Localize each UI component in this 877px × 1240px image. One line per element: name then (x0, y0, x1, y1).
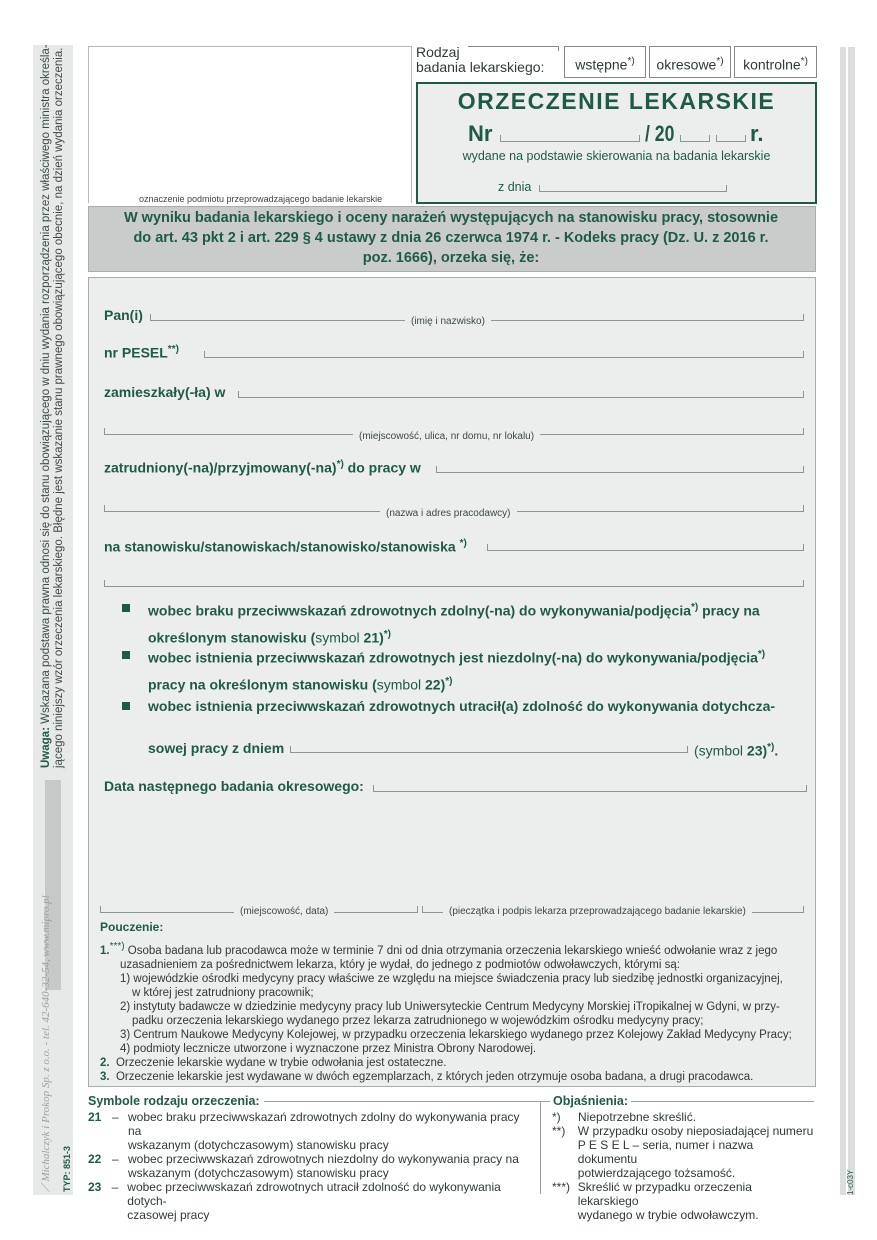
symbol-item-21 (88, 1110, 536, 1152)
footnote-mark: *) (445, 675, 453, 687)
explanation-item-3 (552, 1180, 814, 1222)
form-code: 1-c03Y (846, 1169, 855, 1195)
residence-field[interactable] (238, 391, 804, 398)
symbol-word: symbol (315, 629, 360, 646)
exam-type-okresowe[interactable] (649, 46, 731, 78)
decision-checkbox-23[interactable] (122, 702, 130, 710)
employed-suffix: do pracy w (343, 459, 421, 476)
year-prefix: / 20 (645, 121, 675, 146)
pesel-text: nr PESEL (104, 344, 168, 361)
explanation-2-line2: P E S E L – seria, numer i nazwa dokumentu (577, 1138, 754, 1166)
decision-23-line2: sowej pracy z dniem (148, 740, 285, 756)
decision-checkbox-21[interactable] (122, 604, 130, 612)
legal-basis-line1: W wyniku badania lekarskiego i oceny narażeń występujących na stanowisku pracy, stosownie (123, 210, 779, 226)
instruction-3-text: Orzeczenie lekarskie jest wydawane w dwóch egzemplarzach, z których jeden otrzymuje osoba badana, a drugi pracodawca. (115, 1070, 754, 1083)
exam-type-kontrolne[interactable] (734, 46, 817, 78)
symbol-word: symbol (376, 676, 422, 693)
year-suffix: r. (750, 121, 764, 146)
explanation-item-1 (552, 1110, 814, 1124)
nr-label: Nr (468, 121, 493, 146)
explanation-3-line2: wydanego w trybie odwoławczym. (577, 1208, 759, 1222)
place-date-caption: (miejscowość, data) (234, 906, 334, 917)
symbol-number: 22) (421, 676, 446, 693)
position-field[interactable] (487, 544, 804, 551)
issued-basis: wydane na podstawie skierowania na badania lekarskie (462, 149, 771, 163)
year-digit-2[interactable] (716, 135, 746, 142)
instruction-1-line2: uzasadnieniem za pośrednictwem lekarza, który je wydał, do jednego z podmiotów odwoławczych, którymi są: (120, 958, 680, 971)
exam-type-label-line2: badania lekarskiego: (416, 59, 545, 75)
footnote-mark: ***) (552, 1180, 571, 1194)
footnote-mark: *) (459, 538, 467, 549)
symbol-22-line1: wobec przeciwwskazań zdrowotnych niezdolny do wykonywania pracy na (128, 1152, 519, 1166)
instruction-item-3 (100, 1070, 810, 1084)
sub-item-3: 3) Centrum Naukowe Medycyny Kolejowej, w przypadku orzeczenia lekarskiego wydanego przez Kolejowy Zakład Medycyny Pracy; (120, 1028, 792, 1041)
decision-22 (148, 643, 808, 696)
explanations-title: Objaśnienia: (550, 1094, 631, 1108)
instruction-1-line1: Osoba badana lub pracodawca może w terminie 7 dni od dnia otrzymania orzeczenia lekarskiego wnieść odwołanie wraz z jego (124, 944, 778, 957)
symbols-title: Symbole rodzaju orzeczenia: (88, 1094, 264, 1108)
footnote-mark: **) (167, 344, 179, 355)
next-exam-field[interactable] (373, 785, 807, 792)
date-label: z dnia (498, 180, 532, 194)
employed-label (104, 459, 421, 476)
exam-type-wstepne-label: wstępne (575, 56, 628, 73)
symbol-22-line2: wskazanym (dotychczasowym) stanowisku pracy (128, 1166, 389, 1180)
notice-label: Uwaga: (40, 727, 52, 768)
pesel-field[interactable] (204, 351, 804, 358)
name-caption: (imię i nazwisko) (405, 316, 491, 327)
pesel-label (104, 344, 179, 361)
employed-text: zatrudniony(-na)/przyjmowany(-na) (104, 459, 337, 476)
sub-item-2-line1: 2) instytuty badawcze w dziedzinie medycyny pracy lub Uniwersyteckie Centrum Medycyny Morskiej iTropikalnej w Gdyni, w przy- (120, 1000, 780, 1013)
decision-23-symbol (694, 736, 778, 763)
decision-21-line1-end: pracy na (698, 602, 760, 619)
publisher-text: Michalczyk i Prokop Sp. z o.o. - tel. 42-640-32-54, www.mipro.pl (40, 895, 52, 1182)
document-title: ORZECZENIE LEKARSKIE (457, 88, 776, 114)
decision-23-line1: wobec istnienia przeciwwskazań zdrowotnych utracił(a) zdolność do wykonywania dotychcza- (148, 698, 776, 714)
explanation-2-line1: W przypadku osoby nieposiadającej numeru (577, 1124, 814, 1138)
symbol-number: 21 (88, 1110, 102, 1124)
referral-date-field[interactable] (539, 185, 727, 192)
sub-item-1-line2: w której jest zatrudniony pracownik; (132, 986, 314, 999)
decision-21-line2: określonym stanowisku ( (148, 629, 316, 646)
entity-stamp-box[interactable] (88, 46, 412, 203)
notice-line1: Wskazana podstawa prawna odnosi się do stanu obowiązującego w dniu wydania rozporządzenia przez właściwego ministra określa- (40, 44, 52, 728)
item-number: 1. (100, 944, 110, 957)
stamp-caption: (pieczątka i podpis lekarza przeprowadzającego badanie lekarskie) (443, 906, 752, 917)
symbol-item-22 (88, 1152, 536, 1180)
symbol-open: ( (694, 742, 699, 759)
exam-type-okresowe-label: okresowe (656, 56, 717, 73)
employer-field[interactable] (436, 466, 804, 473)
explanation-item-2 (552, 1124, 814, 1180)
footnote-mark: *) (691, 602, 699, 613)
symbol-number: 23 (88, 1180, 102, 1194)
year-digit-1[interactable] (680, 135, 710, 142)
footnote-mark: *) (767, 742, 775, 753)
symbol-23-line1: wobec przeciwwskazań zdrowotnych utracił zdolność do wykonywania dotych- (127, 1180, 501, 1208)
symbol-21-line1: wobec braku przeciwwskazań zdrowotnych zdolny do wykonywania pracy na (127, 1110, 520, 1138)
sub-item-2-line2: padku orzeczenia lekarskiego wydanego przez lekarza zatrudnionego w wojewódzkim ośrodku medycyny pracy; (132, 1014, 704, 1027)
exam-type-label-line1: Rodzaj (416, 44, 460, 60)
symbol-number: 21) (359, 629, 384, 646)
symbol-21-line2: wskazanym (dotychczasowym) stanowisku pracy (127, 1138, 389, 1152)
legal-basis-text (88, 208, 814, 268)
legal-notice (40, 44, 66, 768)
instruction-title: Pouczenie: (100, 920, 164, 934)
explanation-2-line3: potwierdzającego tożsamość. (577, 1166, 736, 1180)
explanations-list (552, 1110, 814, 1222)
footnote-mark: *) (716, 56, 724, 67)
symbol-dash: – (112, 1152, 119, 1166)
exam-type-wstepne[interactable] (564, 46, 646, 78)
footnote-mark: **) (552, 1124, 566, 1138)
item-number: 3. (100, 1070, 110, 1083)
footnote-mark: *) (336, 459, 344, 470)
publisher-info (40, 895, 53, 1192)
incapacity-date-field[interactable] (290, 746, 688, 753)
exam-type-rodzaj-line (468, 46, 559, 51)
footnote-mark: *) (627, 56, 635, 67)
legal-basis-line2: do art. 43 pkt 2 i art. 229 § 4 ustawy z dnia 26 czerwca 1974 r. - Kodeks pracy (Dz. U. z 2016 r. (133, 230, 769, 246)
type-code: TYP: 851-3 (62, 1145, 72, 1192)
instruction-2-text: Orzeczenie lekarskie wydane w trybie odwołania jest ostateczne. (115, 1056, 447, 1069)
legal-basis-line3: poz. 1666), orzeka się, że: (362, 250, 540, 266)
nr-field[interactable] (500, 135, 640, 142)
symbols-list (88, 1110, 536, 1222)
symbol-dash: – (111, 1180, 119, 1194)
position-field-2[interactable] (104, 580, 804, 587)
decision-22-line2: pracy na określonym stanowisku ( (148, 676, 377, 693)
sub-item-1-line1: 1) wojewódzkie ośrodki medycyny pracy właściwe ze względu na miejsce świadczenia pracy lub siedzibę jednostki organizacyjnej, (120, 972, 783, 985)
publisher-logo-icon: ⟋ (40, 1181, 52, 1192)
name-label: Pan(i) (104, 307, 143, 323)
footnote-mark: *) (757, 649, 766, 660)
employer-caption: (nazwa i adres pracodawcy) (380, 508, 517, 519)
explanation-1-text: Niepotrzebne skreślić. (578, 1110, 697, 1124)
footnote-mark: *) (383, 628, 391, 640)
footnote-mark: *) (552, 1110, 561, 1124)
instruction-item-1 (100, 940, 810, 958)
symbol-dash: – (111, 1110, 119, 1124)
right-margin-strip-2 (848, 47, 855, 1195)
next-exam-label: Data następnego badania okresowego: (104, 778, 364, 794)
symbols-vertical-divider (540, 1101, 541, 1194)
footnote-mark: ***) (109, 941, 125, 952)
residence-label: zamieszkały(-ła) w (104, 384, 226, 400)
item-number: 2. (100, 1056, 110, 1069)
right-margin-strip-1 (840, 47, 846, 1195)
position-text: na stanowisku/stanowiskach/stanowisko/stanowiska (104, 538, 456, 555)
exam-type-kontrolne-label: kontrolne (743, 56, 801, 73)
symbol-number: 23) (743, 742, 768, 759)
address-caption: (miejscowość, ulica, nr domu, nr lokalu) (353, 431, 540, 442)
explanation-3-line1: Skreślić w przypadku orzeczenia lekarskiego (577, 1180, 752, 1208)
entity-caption: oznaczenie podmiotu przeprowadzającego badanie lekarskie (133, 194, 388, 204)
symbol-number: 22 (88, 1152, 102, 1166)
decision-checkbox-22[interactable] (122, 651, 130, 659)
decision-21-line1: wobec braku przeciwwskazań zdrowotnych zdolny(-na) do wykonywania/podjęcia (148, 602, 691, 619)
instruction-list (100, 940, 810, 1084)
footnote-mark: *) (800, 56, 808, 67)
symbol-word: symbol (698, 742, 744, 759)
symbol-item-23 (88, 1180, 536, 1222)
symbol-23-line2: czasowej pracy (127, 1208, 210, 1222)
position-label (104, 538, 467, 555)
decision-21 (148, 596, 808, 649)
instruction-item-2 (100, 1056, 810, 1070)
symbol-end: . (774, 742, 779, 759)
sub-item-4: 4) podmioty lecznicze utworzone i wyznaczone przez Ministra Obrony Narodowej. (120, 1042, 537, 1055)
decision-22-line1: wobec istnienia przeciwwskazań zdrowotnych jest niezdolny(-na) do wykonywania/podjęcia (148, 649, 758, 666)
notice-line2: jącego niniejszy wzór orzeczenia lekarskiego. Błędne jest wskazanie stanu prawnego obowiązującego obecnie, na dzień wydania orzeczenia. (53, 47, 65, 768)
